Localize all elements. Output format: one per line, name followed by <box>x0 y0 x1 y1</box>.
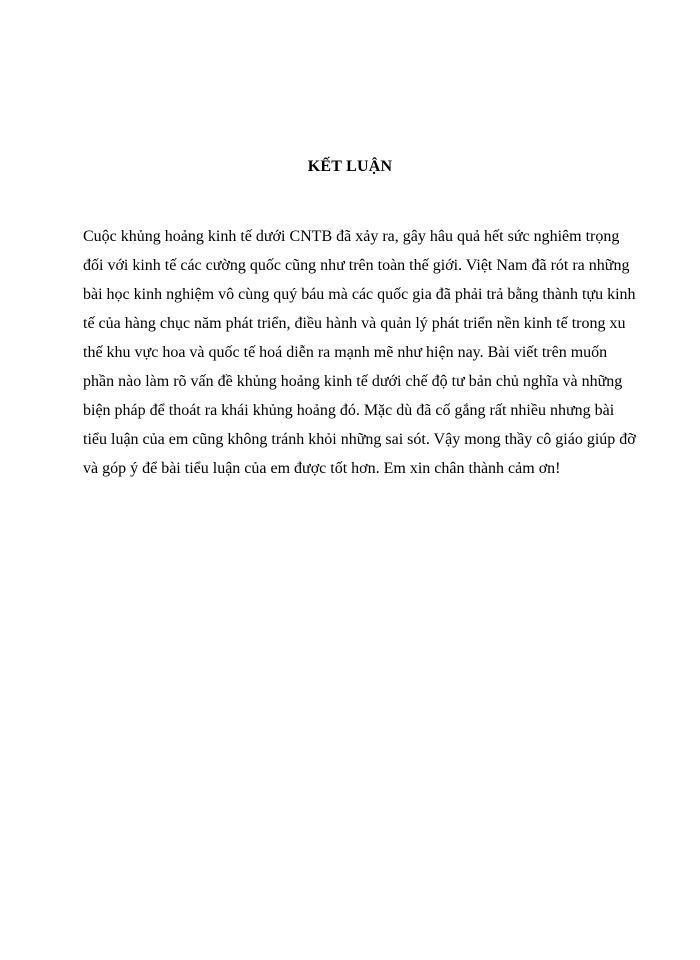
paragraph-line: Cuộc khủng hoảng kinh tế dưới CNTB đã xảy ra, gây hâu quả hết sức nghiêm trọng <box>83 228 620 245</box>
paragraph-line: phần nào làm rõ vấn đề khủng hoảng kinh tế dưới chế độ tư bản chủ nghĩa và những <box>83 373 623 390</box>
paragraph-line: biện pháp để thoát ra khái khủng hoảng đó. Mặc dù đã cố gắng rất nhiều nhưng bài <box>83 402 615 419</box>
paragraph-line: tế của hàng chục năm phát triển, điều hành và quản lý phát triển nền kinh tế trong xu <box>83 315 626 332</box>
paragraph-line: bài học kinh nghiệm vô cùng quý báu mà các quốc gia đã phải trả bằng thành tựu kinh <box>83 286 636 303</box>
paragraph-line: tiểu luận của em cũng không tránh khỏi những sai sót. Vậy mong thầy cô giáo giúp đỡ <box>83 431 636 448</box>
conclusion-paragraph <box>83 222 639 483</box>
paragraph-line: đối với kinh tế các cường quốc cũng như trên toàn thế giới. Việt Nam đã rót ra những <box>83 257 630 274</box>
paragraph-line: thế khu vực hoa và quốc tế hoá diễn ra mạnh mẽ như hiện nay. Bài viết trên muốn <box>83 344 608 361</box>
paragraph-line: và góp ý để bài tiểu luận của em được tốt hơn. Em xin chân thành cảm ơn! <box>83 460 561 477</box>
page-title: KẾT LUẬN <box>307 158 393 175</box>
